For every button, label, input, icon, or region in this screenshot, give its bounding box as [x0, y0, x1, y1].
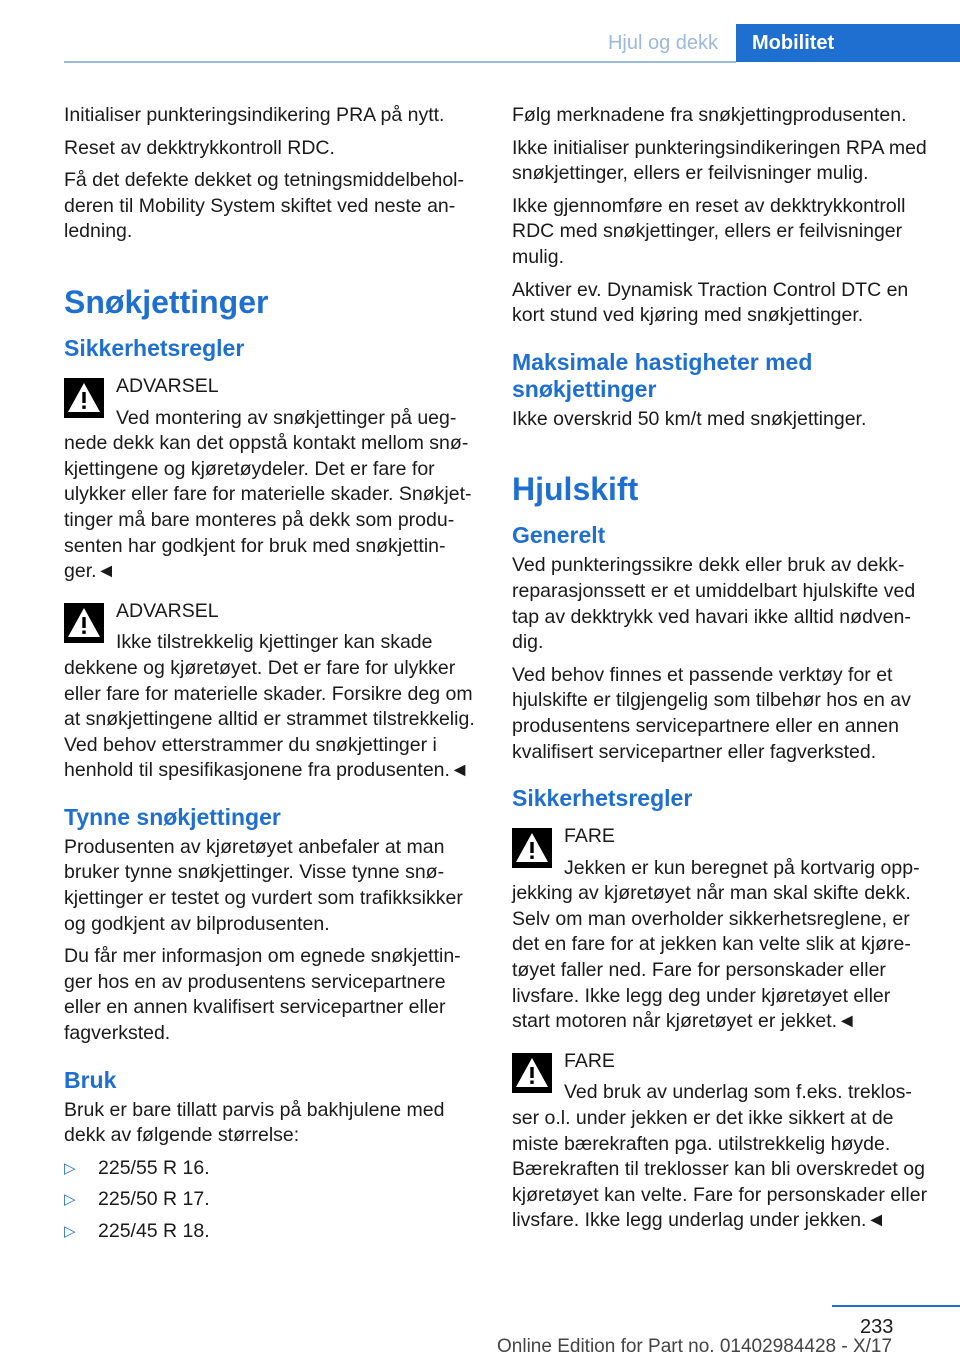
warning-block [64, 599, 482, 784]
thin-paragraph: Du får mer informasjon om egnede snøkjettinger hos en av produsentens servicepartnere eller en annen kvalifisert servicepartner eller fagverksted. [64, 945, 461, 1045]
right-column [512, 103, 930, 1248]
danger-block [512, 824, 930, 1035]
list-item [64, 1219, 482, 1245]
warning-title: ADVARSEL [116, 374, 219, 397]
tire-size-list [64, 1156, 482, 1245]
list-item-text: 225/55 R 16. [98, 1156, 210, 1179]
list-item [64, 1156, 482, 1182]
heading-wheel-change: Hjulskift [512, 471, 639, 508]
list-item-text: 225/45 R 18. [98, 1220, 210, 1242]
paragraph: Følg merknadene fra snøkjettingprodusenten. [512, 104, 907, 126]
tab-section-title: Hjul og dekk [607, 32, 718, 54]
danger-body: Jekken er kun beregnet på kortvarig oppjekking av kjøretøyet når man skal skifte dekk. Selv om man overholder sikkerhetsreglene, er det en fare for at jekken kan velte slik at kjøretøyet faller ned. Fare for personskader eller livsfare. Ikke legg deg under kjøretøyet eller start motoren når kjøretøyet er jekket.◄ [512, 856, 920, 1033]
intro-paragraph: Få det defekte dekket og tetningsmiddelbeholderen til Mobility System skiftet ved neste anledning. [64, 169, 465, 243]
heading-max-speed: Maksimale hastigheter med snøkjettinger [512, 348, 813, 402]
warning-triangle-icon [512, 828, 552, 868]
paragraph: Ikke gjennomføre en reset av dekktrykkontroll RDC med snøkjettinger, ellers er feilvisninger mulig. [512, 194, 906, 268]
heading-safety-rules: Sikkerhetsregler [64, 334, 245, 361]
paragraph: Ikke initialiser punkteringsindikeringen RPA med snøkjettinger, ellers er feilvisninger mulig. [512, 136, 927, 185]
heading-snow-chains: Snøkjettinger [64, 283, 269, 320]
warning-triangle-icon [64, 378, 104, 418]
heading-safety-rules: Sikkerhetsregler [512, 785, 693, 812]
intro-paragraph: Initialiser punkteringsindikering PRA på nytt. [64, 104, 445, 126]
general-paragraph: Ved behov finnes et passende verktøy for et hjulskifte er tilgjengelig som tilbehør hos en av produsentens servicepartnere eller en annen kvalifisert servicepartner eller fagverksted. [512, 663, 911, 763]
warning-block [64, 374, 482, 585]
thin-paragraph: Produsenten av kjøretøyet anbefaler at man bruker tynne snøkjettinger. Visse tynne snøkjettinger er testet og vurdert som trafikksikker og godkjent av bilprodusenten. [64, 835, 463, 935]
triangle-bullet-icon: ▷ [64, 1159, 76, 1177]
danger-title: FARE [564, 1049, 615, 1072]
left-column [64, 103, 482, 1251]
speed-paragraph: Ikke overskrid 50 km/t med snøkjettinger. [512, 407, 867, 430]
danger-title: FARE [564, 825, 615, 848]
list-item [64, 1187, 482, 1213]
warning-title: ADVARSEL [116, 599, 219, 622]
heading-use: Bruk [64, 1066, 117, 1093]
tab-chapter-title: Mobilitet [736, 24, 960, 62]
edition-footer: Online Edition for Part no. 01402984428 - X/17 [497, 1336, 893, 1357]
triangle-bullet-icon: ▷ [64, 1223, 76, 1240]
danger-block [512, 1049, 930, 1234]
page-number: 233 [860, 1316, 894, 1338]
general-paragraph: Ved punkteringssikre dekk eller bruk av dekkreparasjonssett er et umiddelbart hjulskifte ved tap av dekktrykk ved havari ikke alltid nødvendig. [512, 554, 916, 654]
heading-general: Generelt [512, 522, 606, 549]
heading-thin-chains: Tynne snøkjettinger [64, 803, 281, 830]
list-item-text: 225/50 R 17. [98, 1188, 210, 1211]
warning-body: Ved montering av snøkjettinger på uegnede dekk kan det oppstå kontakt mellom snøkjettingene og kjøretøydeler. Det er fare for ulykker eller fare for materielle skader. Snøkjettinger må bare monteres på dekk som produsenten har godkjent for bruk med snøkjettinger.◄ [64, 406, 472, 583]
danger-body: Ved bruk av underlag som f.eks. treklosser o.l. under jekken er det ikke sikkert at de miste bærekraften pga. utilstrekkelig høyde. Bærekraften til treklosser kan bli overskredet og kjøretøyet kan velte. Fare for personskader eller livsfare. Ikke legg underlag under jekken.◄ [512, 1081, 928, 1232]
use-paragraph: Bruk er bare tillatt parvis på bakhjulene med dekk av følgende størrelse: [64, 1098, 445, 1147]
warning-body: Ikke tilstrekkelig kjettinger kan skade dekkene og kjøretøyet. Det er fare for ulykker eller fare for materielle skader. Forsikre deg om at snøkjettingene alltid er strammet tilstrekkelig. Ved behov etterstrammer du snøkjettinger i henhold til spesifikasjonene fra produsenten.◄ [64, 631, 475, 782]
paragraph: Aktiver ev. Dynamisk Traction Control DTC en kort stund ved kjøring med snøkjettinger. [512, 278, 909, 327]
triangle-bullet-icon: ▷ [64, 1191, 76, 1209]
footer-rule [832, 1305, 960, 1307]
warning-triangle-icon [64, 603, 104, 643]
intro-paragraph: Reset av dekktrykkontroll RDC. [64, 136, 335, 159]
header-rule [64, 61, 736, 63]
warning-triangle-icon [512, 1053, 552, 1093]
header-tabs [608, 24, 960, 62]
